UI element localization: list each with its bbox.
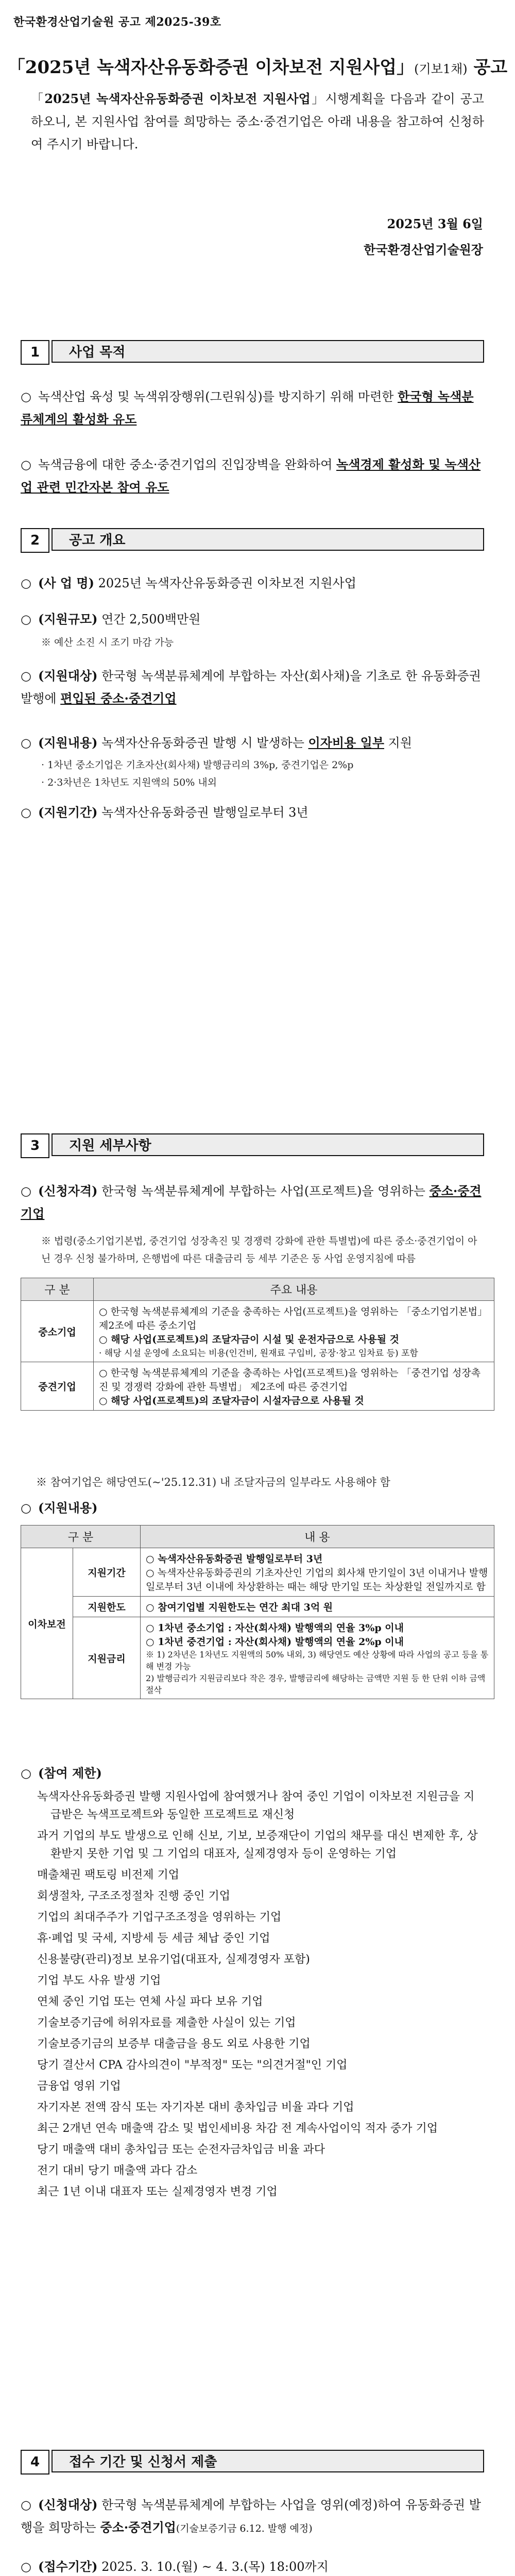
list-item: 최근 2개년 연속 매출액 감소 및 법인세비용 차감 전 계속사업이익 적자 중가 기업 bbox=[37, 2122, 438, 2135]
list-item: 과거 기업의 부도 발생으로 인해 신보, 기보, 보증재단이 기업의 채무를 대신 변제한 후, 상환받지 못한 기업 및 그 기업의 대표자, 실제경영자 등이 운영하는 기업 bbox=[37, 1829, 478, 1860]
title-tag: (기보1채) bbox=[414, 62, 468, 76]
circle-bullet-icon: ○ bbox=[21, 736, 31, 750]
overview-period: ○ (지원기간) 녹색자산유동화증권 발행일로부터 3년 bbox=[21, 801, 484, 824]
section-1-header bbox=[0, 340, 515, 365]
circle-bullet-icon: ○ bbox=[21, 457, 31, 472]
section-4-header bbox=[0, 2450, 515, 2475]
issuer-name: 한국환경산업기술원장 bbox=[364, 242, 483, 257]
table-row: 이차보전 지원기간 ○ 녹색자산유동화증권 발행일로부터 3년 ○ 녹색자산유동화증권의 기초자산인 기업의 회사채 만기일이 3년 이내거나 발행일로부터 3년 이내에 차상환하는 때는 해당 만기일 또는 차상환일 전일까지로 함 bbox=[21, 1548, 494, 1597]
overview-target: ○ (지원대상) 한국형 녹색분류체계에 부합하는 자산(회사채)을 기초로 한 유동화증권 발행에 편입된 중소·중견기업 bbox=[21, 665, 484, 710]
table-header: 내 용 bbox=[141, 1526, 494, 1548]
title-main: 「2025년 녹색자산유동화증권 이차보전 지원사업」 bbox=[7, 57, 415, 78]
circle-bullet-icon: ○ bbox=[21, 1501, 31, 1515]
eligibility-note: ※ 법령(중소기업기본법, 중견기업 성장촉진 및 경쟁력 강화에 관한 특별법)에 따른 중소·중견기업이 아닌 경우 신청 불가하며, 은행법에 따른 대출금리 등 세부 기준은 동 사업 운영지침에 따름 bbox=[41, 1235, 477, 1264]
support-table bbox=[21, 1525, 494, 1699]
table-header: 구 분 bbox=[21, 1278, 94, 1301]
intro-highlight: 2025년 녹색자산유동화증권 이차보전 지원사업 bbox=[44, 91, 311, 106]
list-item: 회생절차, 구조조정절차 진행 중인 기업 bbox=[37, 1890, 230, 1903]
table-row: 지원금리 ○ 1차년 중소기업 : 자산(회사채) 발행액의 연율 3%p 이내 ○ 1차년 중견기업 : 자산(회사채) 발행액의 연율 2%p 이내 ※ 1) 2차년은 1차년도 지원액의 50% 내외, 3) 해당연도 예산 상황에 따라 사업의 공고 등을 통해 변경 가능 2) 발행금리가 지원금리보다 작은 경우, 발행금리에 해당하는 금액만 지원 등 한 단위 이하 금액 절삭 bbox=[21, 1617, 494, 1699]
table-row: 지원한도 ○ 참여기업별 지원한도는 연간 최대 3억 원 bbox=[21, 1597, 494, 1617]
purpose-item-1: ○ 녹색산업 육성 및 녹색위장행위(그린워싱)를 방지하기 위해 마련한 한국형 녹색분류체계의 활성화 유도 bbox=[21, 385, 484, 431]
restriction-label: ○ (참여 제한) bbox=[21, 1762, 484, 1785]
section-number: 1 bbox=[21, 340, 49, 365]
circle-bullet-icon: ○ bbox=[21, 2560, 31, 2574]
list-item: 기업 부도 사유 발생 기업 bbox=[37, 1974, 161, 1987]
list-item: 녹색자산유동화증권 발행 지원사업에 참여했거나 참여 중인 기업이 이차보전 지원금을 지급받은 녹색프로젝트와 동일한 프로젝트로 재신청 bbox=[37, 1790, 475, 1821]
list-item: 최근 1년 이내 대표자 또는 실제경영자 변경 기업 bbox=[37, 2185, 278, 2198]
section-2-header bbox=[0, 528, 515, 553]
section-number: 3 bbox=[21, 1133, 49, 1158]
list-item: 매출채권 팩토링 비전제 기업 bbox=[37, 1869, 180, 1882]
overview-name: ○ (사 업 명) 2025년 녹색자산유동화증권 이차보전 지원사업 bbox=[21, 572, 484, 595]
section-number: 4 bbox=[21, 2450, 49, 2475]
page-title bbox=[0, 53, 515, 78]
section-title: 접수 기간 및 신청서 제출 bbox=[52, 2450, 484, 2472]
list-item: 기술보증기금의 보증부 대출금을 용도 외로 사용한 기업 bbox=[37, 2038, 311, 2050]
budget-note: ※ 예산 소진 시 조기 마감 가능 bbox=[41, 637, 174, 648]
notice-number: 한국환경산업기술원 공고 제2025-39호 bbox=[13, 15, 221, 29]
table-row: 중견기업 ○ 한국형 녹색분류체계의 기준을 충족하는 사업(프로젝트)을 영위하는 「중견기업 성장촉진 및 경쟁력 강화에 관한 특별법」 제2조에 따른 중견기업 ○ 해당 사업(프로젝트)의 조달자금이 시설자금으로 사용될 것 bbox=[21, 1362, 494, 1411]
list-item: 전기 대비 당기 매출액 과다 감소 bbox=[37, 2164, 198, 2177]
eligibility-item: ○ (신청자격) 한국형 녹색분류체계에 부합하는 사업(프로젝트)을 영위하는 중소·중견기업 bbox=[21, 1180, 484, 1225]
purpose-item-2: ○ 녹색금융에 대한 중소·중견기업의 진입장벽을 완화하여 녹색경제 활성화 및 녹색산업 관련 민간자본 참여 유도 bbox=[21, 453, 484, 499]
table-header: 주요 내용 bbox=[94, 1278, 494, 1301]
section-number: 2 bbox=[21, 528, 49, 553]
application-target: ○ (신청대상) 한국형 녹색분류체계에 부합하는 사업을 영위(예정)하여 유동화증권 발행을 희망하는 중소·중견기업(기술보증기금 6.12. 발행 예정) bbox=[21, 2494, 484, 2540]
circle-bullet-icon: ○ bbox=[21, 805, 31, 820]
application-period: ○ (접수기간) 2025. 3. 10.(월) ~ 4. 3.(목) 18:00까지 bbox=[21, 2555, 484, 2576]
section-title: 사업 목적 bbox=[52, 340, 484, 363]
overview-content: ○ (지원내용) 녹색자산유동화증권 발행 시 발생하는 이자비용 일부 지원 bbox=[21, 732, 484, 754]
notice-date: 2025년 3월 6일 bbox=[387, 216, 483, 231]
content-note-2: · 2·3차년은 1차년도 지원액의 50% 내외 bbox=[41, 777, 217, 788]
restriction-list bbox=[37, 1788, 485, 2204]
section-title: 공고 개요 bbox=[52, 528, 484, 551]
circle-bullet-icon: ○ bbox=[21, 612, 31, 626]
list-item: 휴·폐업 및 국세, 지방세 등 세금 체납 중인 기업 bbox=[37, 1932, 270, 1945]
title-suffix: 공고 bbox=[467, 57, 508, 78]
overview-budget: ○ (지원규모) 연간 2,500백만원 bbox=[21, 608, 484, 631]
list-item: 당기 매출액 대비 총차입금 또는 순전자금차입금 비율 과다 bbox=[37, 2143, 325, 2156]
table-header: 구 분 bbox=[21, 1526, 141, 1548]
qualification-table bbox=[21, 1278, 494, 1411]
content-note-1: · 1차년 중소기업은 기초자산(회사채) 발행금리의 3%p, 중견기업은 2%p bbox=[41, 759, 354, 771]
list-item: 기업의 최대주주가 기업구조조정을 영위하는 기업 bbox=[37, 1911, 282, 1924]
section-title: 지원 세부사항 bbox=[52, 1133, 484, 1156]
list-item: 신용불량(관리)정보 보유기업(대표자, 실제경영자 포함) bbox=[37, 1953, 310, 1966]
circle-bullet-icon: ○ bbox=[21, 1766, 31, 1781]
section-3-header bbox=[0, 1133, 515, 1158]
list-item: 금융업 영위 기업 bbox=[37, 2080, 121, 2093]
circle-bullet-icon: ○ bbox=[21, 2498, 31, 2512]
circle-bullet-icon: ○ bbox=[21, 389, 31, 404]
circle-bullet-icon: ○ bbox=[21, 1184, 31, 1198]
list-item: 당기 결산서 CPA 감사의견이 "부적정" 또는 "의견거절"인 기업 bbox=[37, 2059, 348, 2072]
list-item: 연체 중인 기업 또는 연체 사실 파다 보유 기업 bbox=[37, 1995, 263, 2008]
circle-bullet-icon: ○ bbox=[21, 576, 31, 590]
qualification-note: ※ 참여기업은 해당연도(~'25.12.31) 내 조달자금의 일부라도 사용해야 함 bbox=[36, 1476, 390, 1488]
table-row: 중소기업 ○ 한국형 녹색분류체계의 기준을 충족하는 사업(프로젝트)을 영위하는 「중소기업기본법」 제2조에 따른 중소기업 ○ 해당 사업(프로젝트)의 조달자금이 시설 및 운전자금으로 사용될 것 · 해당 시설 운영에 소요되는 비용(인건비, 원재료 구입비, 공장·창고 임차료 등) 포함 bbox=[21, 1301, 494, 1362]
circle-bullet-icon: ○ bbox=[21, 669, 31, 683]
list-item: 기술보증기금에 허위자료를 제출한 사실이 있는 기업 bbox=[37, 2016, 296, 2029]
support-content-label: ○ (지원내용) bbox=[21, 1497, 484, 1519]
list-item: 자기자본 전액 잠식 또는 자기자본 대비 총차입금 비율 과다 기업 bbox=[37, 2101, 354, 2114]
intro-paragraph: 「2025년 녹색자산유동화증권 이차보전 지원사업」시행계획을 다음과 같이 공고하오니, 본 지원사업 참여를 희망하는 중소·중견기업은 아래 내용을 참고하여 신청하여 주시기 바랍니다. bbox=[31, 91, 484, 151]
